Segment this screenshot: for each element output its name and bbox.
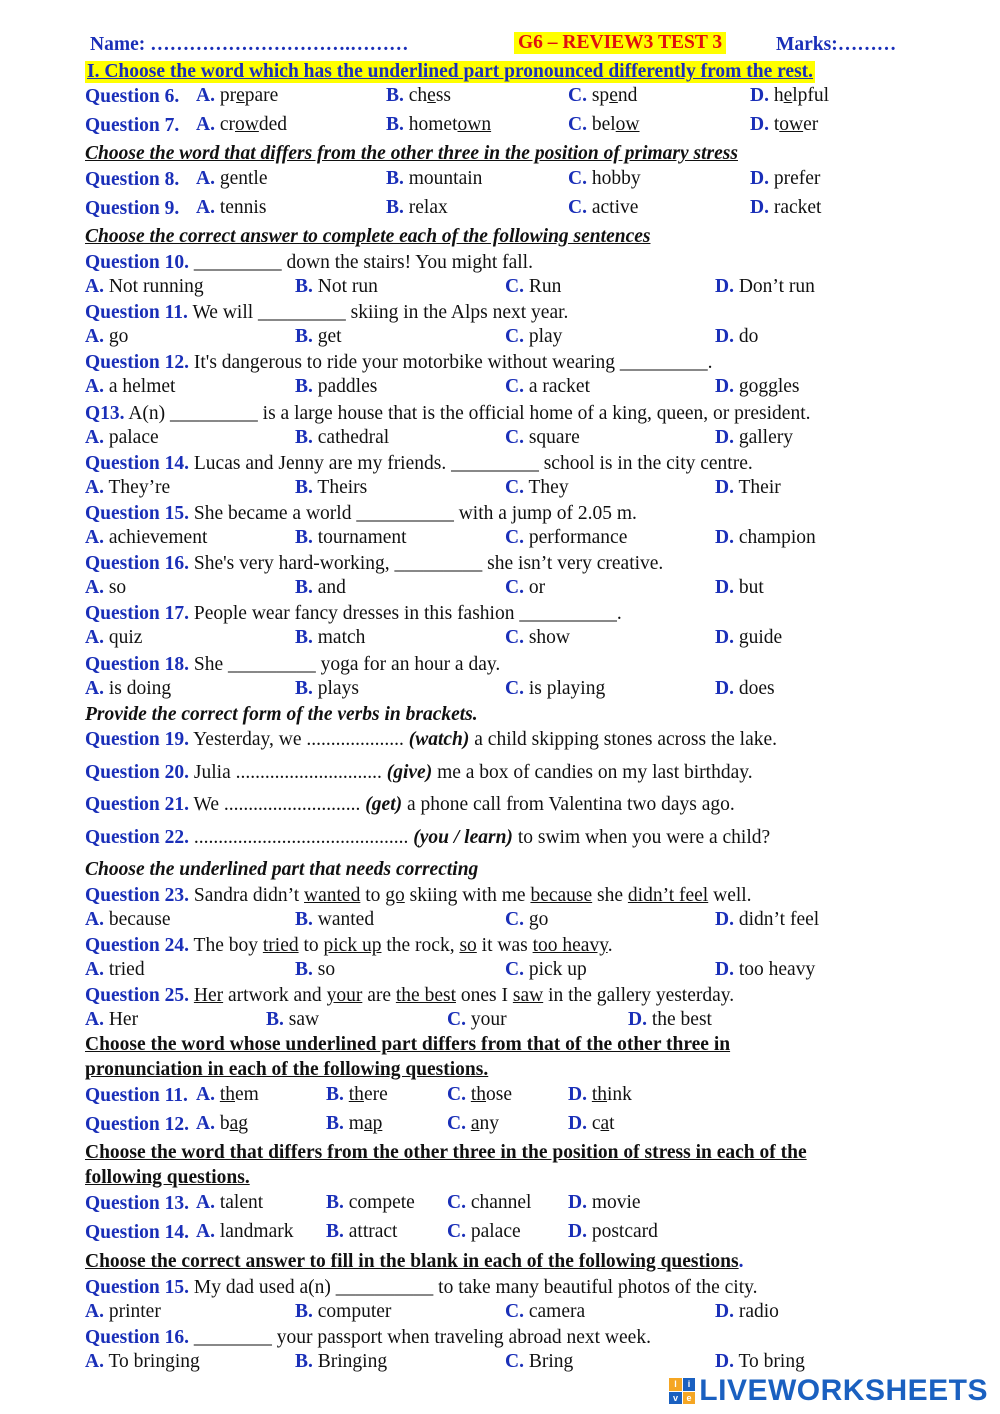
mc-question-5-option-d[interactable]: D. champion [715, 527, 816, 548]
mc-question-7 [85, 602, 622, 626]
question-label: Question 15. [85, 503, 190, 524]
p12-option-b[interactable]: B. map [326, 1113, 383, 1134]
question-stem: ________ your passport when traveling abroad next week. [189, 1327, 651, 1348]
q23-option-b[interactable]: B. wanted [295, 909, 375, 930]
q6-option-b[interactable]: B. chess [386, 85, 452, 106]
mc-question-4-option-c[interactable]: C. They [505, 476, 569, 498]
mc-question-0-option-b[interactable]: B. Not run [295, 276, 378, 297]
mc-question-0-option-d[interactable]: D. Don’t run [715, 276, 815, 297]
mc-question-7-option-d[interactable]: D. guide [715, 627, 783, 649]
mc-question-1-option-b[interactable]: B. get [295, 326, 342, 348]
q24-option-c[interactable]: C. pick up [505, 959, 587, 980]
q23-option-c[interactable]: C. go [505, 909, 549, 930]
mc-question-8-option-b[interactable]: B. plays [295, 677, 359, 699]
s13-option-a[interactable]: A. talent [196, 1192, 264, 1213]
question-s13: Question 13. [85, 1193, 190, 1214]
p12-option-d[interactable]: D. cat [568, 1113, 615, 1134]
mc-question-6-option-c[interactable]: C. or [505, 577, 546, 599]
question-p12: Question 12. [85, 1114, 190, 1135]
mc-question-1-option-d[interactable]: D. do [715, 326, 759, 348]
question-21: Question 21. We ............................ (get) a phone call from Valentina two days ago. [85, 794, 735, 815]
question-24: Question 24. The boy tried to pick up the rock, so it was too heavy. [85, 935, 613, 956]
name-field[interactable]: Name: ………………………….……… [90, 34, 409, 55]
q8-option-a[interactable]: A. gentle [196, 168, 268, 189]
question-stem: She _________ yoga for an hour a day. [189, 653, 501, 675]
mc2-question-1 [85, 1326, 651, 1350]
mc-question-5-option-a[interactable]: A. achievement [85, 527, 208, 548]
q6-option-a[interactable]: A. prepare [196, 85, 279, 106]
q24-option-d[interactable]: D. too heavy [715, 959, 816, 980]
mc-question-2 [85, 351, 712, 375]
p11-option-a[interactable]: A. them [196, 1084, 259, 1105]
question-25: Question 25. Her artwork and your are the best ones I saw in the gallery yesterday. [85, 985, 735, 1006]
s13-option-d[interactable]: D. movie [568, 1192, 641, 1213]
instruction-fill-blank: Choose the correct answer to fill in the blank in each of the following questions. [85, 1251, 744, 1272]
q9-option-d[interactable]: D. racket [750, 197, 822, 218]
question-6: Question 6. [85, 86, 180, 107]
mc-question-6 [85, 552, 663, 576]
question-label: Question 16. [85, 1327, 190, 1348]
q25-option-c[interactable]: C. your [447, 1009, 507, 1030]
q7-option-d[interactable]: D. tower [750, 114, 819, 135]
liveworksheets-logo [669, 1374, 988, 1408]
question-7: Question 7. [85, 115, 180, 136]
logo-mark-icon: l i v e [669, 1378, 695, 1404]
mc2-question-0-option-d[interactable]: D. radio [715, 1301, 779, 1322]
mc-question-7-option-a[interactable]: A. quiz [85, 627, 143, 649]
q8-option-c[interactable]: C. hobby [568, 168, 641, 189]
question-stem: Lucas and Jenny are my friends. _________ school is in the city centre. [189, 452, 753, 474]
mc-question-1-option-a[interactable]: A. go [85, 326, 129, 348]
mc-question-2-option-a[interactable]: A. a helmet [85, 376, 176, 398]
question-label: Question 11. [85, 302, 188, 324]
question-label: Question 18. [85, 653, 190, 675]
mc-question-8-option-c[interactable]: C. is playing [505, 677, 606, 699]
q8-option-d[interactable]: D. prefer [750, 168, 821, 189]
question-label: Question 12. [85, 352, 190, 374]
question-label: Q13. [85, 402, 125, 424]
mc-question-4-option-d[interactable]: D. Their [715, 476, 781, 498]
mc-question-6-option-d[interactable]: D. but [715, 577, 764, 599]
mc2-question-1-option-d[interactable]: D. To bring [715, 1351, 805, 1372]
question-23: Question 23. Sandra didn’t wanted to go skiing with me because she didn’t feel well. [85, 885, 752, 906]
question-label: Question 17. [85, 603, 190, 625]
question-8: Question 8. [85, 169, 180, 190]
question-label: Question 14. [85, 452, 190, 474]
header [90, 34, 970, 56]
q6-option-c[interactable]: C. spend [568, 85, 638, 106]
mc-question-7-option-c[interactable]: C. show [505, 627, 571, 649]
q9-option-c[interactable]: C. active [568, 197, 639, 218]
question-22: Question 22. ............................................ (you / learn) to swim when you were a child? [85, 827, 771, 848]
question-stem: She's very hard-working, _________ she isn’t very creative. [189, 553, 664, 575]
instruction-pronunciation-1: Choose the word whose underlined part differs from that of the other three in [85, 1034, 731, 1055]
mc-question-0-option-a[interactable]: A. Not running [85, 276, 204, 297]
mc-question-2-option-c[interactable]: C. a racket [505, 376, 591, 398]
s14-option-d[interactable]: D. postcard [568, 1221, 658, 1242]
mc2-question-0-option-c[interactable]: C. camera [505, 1301, 586, 1322]
question-stem: _________ down the stairs! You might fall. [189, 252, 533, 273]
mc-question-7-option-b[interactable]: B. match [295, 627, 366, 649]
mc-question-2-option-b[interactable]: B. paddles [295, 376, 378, 398]
p12-option-a[interactable]: A. bag [196, 1113, 248, 1134]
q24-option-b[interactable]: B. so [295, 959, 336, 980]
q7-option-c[interactable]: C. below [568, 114, 640, 135]
instruction-verbs: Provide the correct form of the verbs in brackets. [85, 704, 478, 725]
question-label: Question 16. [85, 553, 190, 575]
question-stem: It's dangerous to ride your motorbike without wearing _________. [189, 352, 713, 374]
instruction-stress-2-line2: following questions. [85, 1167, 250, 1188]
q9-option-a[interactable]: A. tennis [196, 197, 267, 218]
mc-question-0 [85, 251, 533, 275]
mc-question-5-option-c[interactable]: C. performance [505, 527, 628, 548]
mc-question-3 [85, 402, 811, 426]
mc-question-4-option-a[interactable]: A. They’re [85, 476, 171, 498]
s14-option-b[interactable]: B. attract [326, 1221, 398, 1242]
question-p11: Question 11. [85, 1085, 188, 1106]
q25-option-b[interactable]: B. saw [266, 1009, 320, 1030]
q7-option-a[interactable]: A. crowded [196, 114, 287, 135]
mc2-question-1-option-c[interactable]: C. Bring [505, 1351, 574, 1372]
mc2-question-0 [85, 1276, 757, 1300]
question-label: Question 10. [85, 252, 190, 273]
mc-question-5 [85, 502, 637, 526]
p11-option-d[interactable]: D. think [568, 1084, 632, 1105]
q7-option-b[interactable]: B. hometown [386, 114, 492, 135]
mc-question-3-option-a[interactable]: A. palace [85, 426, 159, 448]
instruction-pronunciation-2: pronunciation in each of the following questions. [85, 1059, 489, 1080]
mc-question-8-option-a[interactable]: A. is doing [85, 677, 172, 699]
p11-option-b[interactable]: B. there [326, 1084, 388, 1105]
s14-option-c[interactable]: C. palace [447, 1221, 521, 1242]
mc2-question-0-option-a[interactable]: A. printer [85, 1301, 161, 1322]
test-title: G6 – REVIEW3 TEST 3 [514, 32, 726, 54]
question-stem: She became a world __________ with a jump of 2.05 m. [189, 503, 637, 524]
q25-option-d[interactable]: D. the best [628, 1009, 712, 1030]
mc-question-3-option-d[interactable]: D. gallery [715, 426, 793, 448]
q23-option-a[interactable]: A. because [85, 909, 171, 930]
mc-question-8-option-d[interactable]: D. does [715, 677, 775, 699]
mc-question-3-option-b[interactable]: B. cathedral [295, 426, 390, 448]
q9-option-b[interactable]: B. relax [386, 197, 448, 218]
question-stem: My dad used a(n) __________ to take many beautiful photos of the city. [189, 1277, 758, 1298]
mc-question-3-option-c[interactable]: C. square [505, 426, 580, 448]
mc2-question-0-option-b[interactable]: B. computer [295, 1301, 392, 1322]
mc-question-1 [85, 301, 568, 325]
instruction-stress-2-line1: Choose the word that differs from the other three in the position of stress in each of the [85, 1142, 807, 1163]
q23-option-d[interactable]: D. didn’t feel [715, 909, 820, 930]
p11-option-c[interactable]: C. those [447, 1084, 513, 1105]
instruction-correcting: Choose the underlined part that needs correcting [85, 859, 479, 880]
mc-question-6-option-b[interactable]: B. and [295, 577, 346, 599]
instruction-complete: Choose the correct answer to complete each of the following sentences [85, 226, 651, 247]
mc2-question-1-option-b[interactable]: B. Bringing [295, 1351, 388, 1372]
s13-option-c[interactable]: C. channel [447, 1192, 532, 1213]
q25-option-a[interactable]: A. Her [85, 1009, 139, 1030]
question-stem: People wear fancy dresses in this fashion __________. [189, 603, 622, 625]
question-19: Question 19. Yesterday, we .................... (watch) a child skipping stones across the lake. [85, 729, 778, 750]
question-stem: A(n) _________ is a large house that is the official home of a king, queen, or president. [124, 402, 811, 424]
question-stem: We will _________ skiing in the Alps next year. [187, 302, 569, 324]
instruction-stress: Choose the word that differs from the other three in the position of primary stress [85, 143, 738, 164]
mc-question-1-option-c[interactable]: C. play [505, 326, 563, 348]
s14-option-a[interactable]: A. landmark [196, 1221, 294, 1242]
mc-question-6-option-a[interactable]: A. so [85, 577, 127, 599]
mc2-question-1-option-a[interactable]: A. To bringing [85, 1351, 200, 1372]
question-9: Question 9. [85, 198, 180, 219]
mc-question-0-option-c[interactable]: C. Run [505, 276, 562, 297]
q8-option-b[interactable]: B. mountain [386, 168, 483, 189]
p12-option-c[interactable]: C. any [447, 1113, 499, 1134]
mc-question-2-option-d[interactable]: D. goggles [715, 376, 800, 398]
mc-question-8 [85, 653, 500, 677]
section-1-heading: I. Choose the word which has the underlined part pronounced differently from the rest. [87, 61, 814, 82]
question-s14: Question 14. [85, 1222, 190, 1243]
logo-wordmark: LIVEWORKSHEETS [699, 1374, 988, 1407]
mc-question-5-option-b[interactable]: B. tournament [295, 527, 407, 548]
s13-option-b[interactable]: B. compete [326, 1192, 415, 1213]
q24-option-a[interactable]: A. tried [85, 959, 145, 980]
mc-question-4 [85, 452, 753, 476]
mc-question-4-option-b[interactable]: B. Theirs [295, 476, 368, 498]
question-label: Question 15. [85, 1277, 190, 1298]
marks-field: Marks:……… [776, 34, 897, 55]
question-20: Question 20. Julia .............................. (give) me a box of candies on my last birthday. [85, 762, 753, 783]
q6-option-d[interactable]: D. helpful [750, 85, 830, 106]
